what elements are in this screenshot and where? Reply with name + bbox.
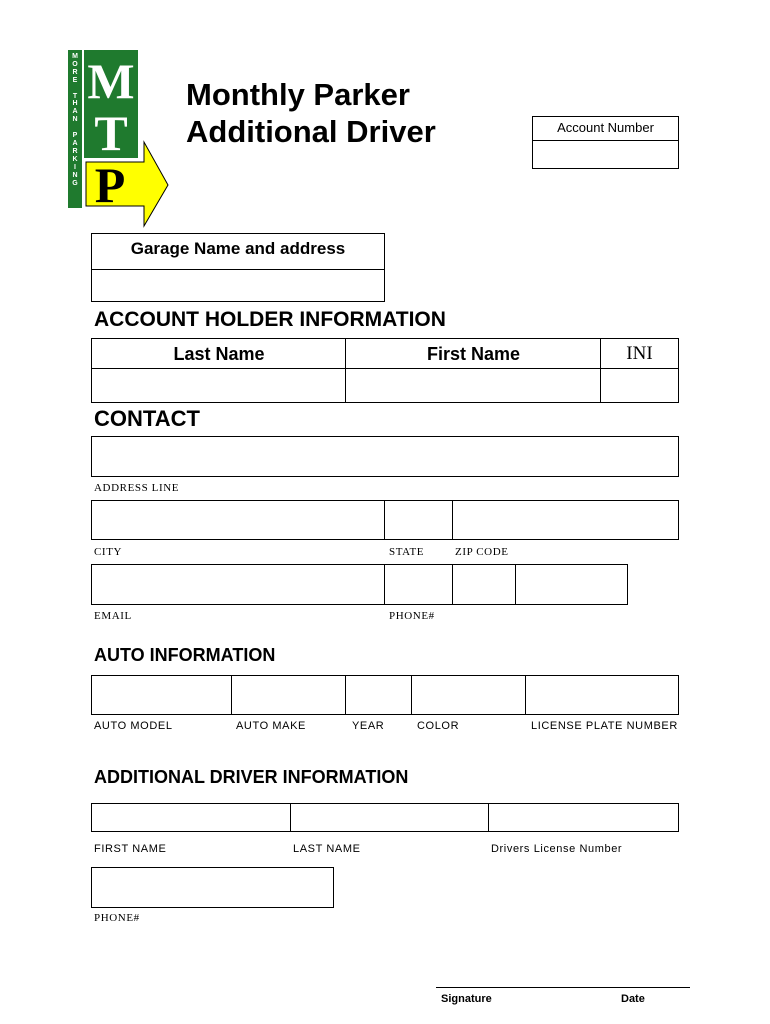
contact-heading: CONTACT — [94, 406, 200, 431]
first-name-header — [345, 338, 602, 370]
drivers-license-label: Drivers License Number — [491, 843, 623, 855]
driver-first-name-label: FIRST NAME — [94, 843, 167, 855]
auto-model-field[interactable] — [91, 675, 233, 715]
last-name-header — [91, 338, 347, 370]
auto-model-label: AUTO MODEL — [94, 720, 173, 732]
color-field[interactable] — [411, 675, 527, 715]
city-field[interactable] — [91, 500, 386, 540]
first-name-field[interactable] — [345, 368, 602, 403]
garage-label-box — [91, 233, 385, 270]
account-holder-heading: ACCOUNT HOLDER INFORMATION — [94, 308, 446, 331]
address-line-field[interactable] — [91, 436, 679, 477]
logo-letter-p: P — [94, 157, 126, 213]
signature-line[interactable] — [436, 987, 690, 988]
page-title — [186, 76, 436, 150]
last-name-field[interactable] — [91, 368, 347, 403]
last-name-label: Last Name — [173, 344, 265, 364]
auto-make-field[interactable] — [231, 675, 347, 715]
initial-field[interactable] — [600, 368, 679, 403]
zip-code-label: ZIP CODE — [455, 546, 509, 558]
driver-phone-label: PHONE# — [94, 912, 140, 924]
logo-strip: M O R E T H A N P A R K I N G — [68, 50, 82, 208]
garage-label: Garage Name and address — [130, 239, 346, 258]
auto-heading: AUTO INFORMATION — [94, 645, 276, 665]
account-number-label-box — [532, 116, 679, 141]
garage-field[interactable] — [91, 269, 385, 302]
state-field[interactable] — [384, 500, 454, 540]
phone-line-field[interactable] — [515, 564, 628, 605]
account-number-label: Account Number — [557, 120, 654, 135]
address-line-label: ADDRESS LINE — [94, 482, 180, 494]
license-plate-field[interactable] — [525, 675, 679, 715]
phone-prefix-field[interactable] — [452, 564, 517, 605]
state-label: STATE — [389, 546, 425, 558]
first-name-label: First Name — [426, 344, 521, 364]
driver-last-name-label: LAST NAME — [293, 843, 361, 855]
initial-label: INI — [626, 343, 653, 364]
phone-label: PHONE# — [389, 610, 435, 622]
account-number-field[interactable] — [532, 140, 679, 169]
phone-area-field[interactable] — [384, 564, 454, 605]
driver-phone-field[interactable] — [91, 867, 334, 908]
zip-code-field[interactable] — [452, 500, 679, 540]
title-line-2: Additional Driver — [186, 114, 436, 149]
driver-last-name-field[interactable] — [290, 803, 490, 832]
drivers-license-field[interactable] — [488, 803, 679, 832]
auto-make-label: AUTO MAKE — [236, 720, 306, 732]
logo-letter-m: M — [87, 53, 135, 109]
city-label: CITY — [94, 546, 123, 558]
signature-label: Signature — [441, 993, 492, 1005]
logo-graphic — [84, 50, 174, 228]
logo-letter-t: T — [94, 105, 128, 161]
driver-first-name-field[interactable] — [91, 803, 292, 832]
color-label: COLOR — [417, 720, 460, 732]
year-label: YEAR — [352, 720, 385, 732]
email-label: EMAIL — [94, 610, 132, 622]
year-field[interactable] — [345, 675, 413, 715]
email-field[interactable] — [91, 564, 386, 605]
license-plate-label: LICENSE PLATE NUMBER — [531, 720, 678, 732]
additional-driver-heading: ADDITIONAL DRIVER INFORMATION — [94, 767, 409, 787]
title-line-1: Monthly Parker — [186, 77, 410, 112]
date-label: Date — [621, 993, 645, 1005]
initial-header — [600, 338, 679, 370]
